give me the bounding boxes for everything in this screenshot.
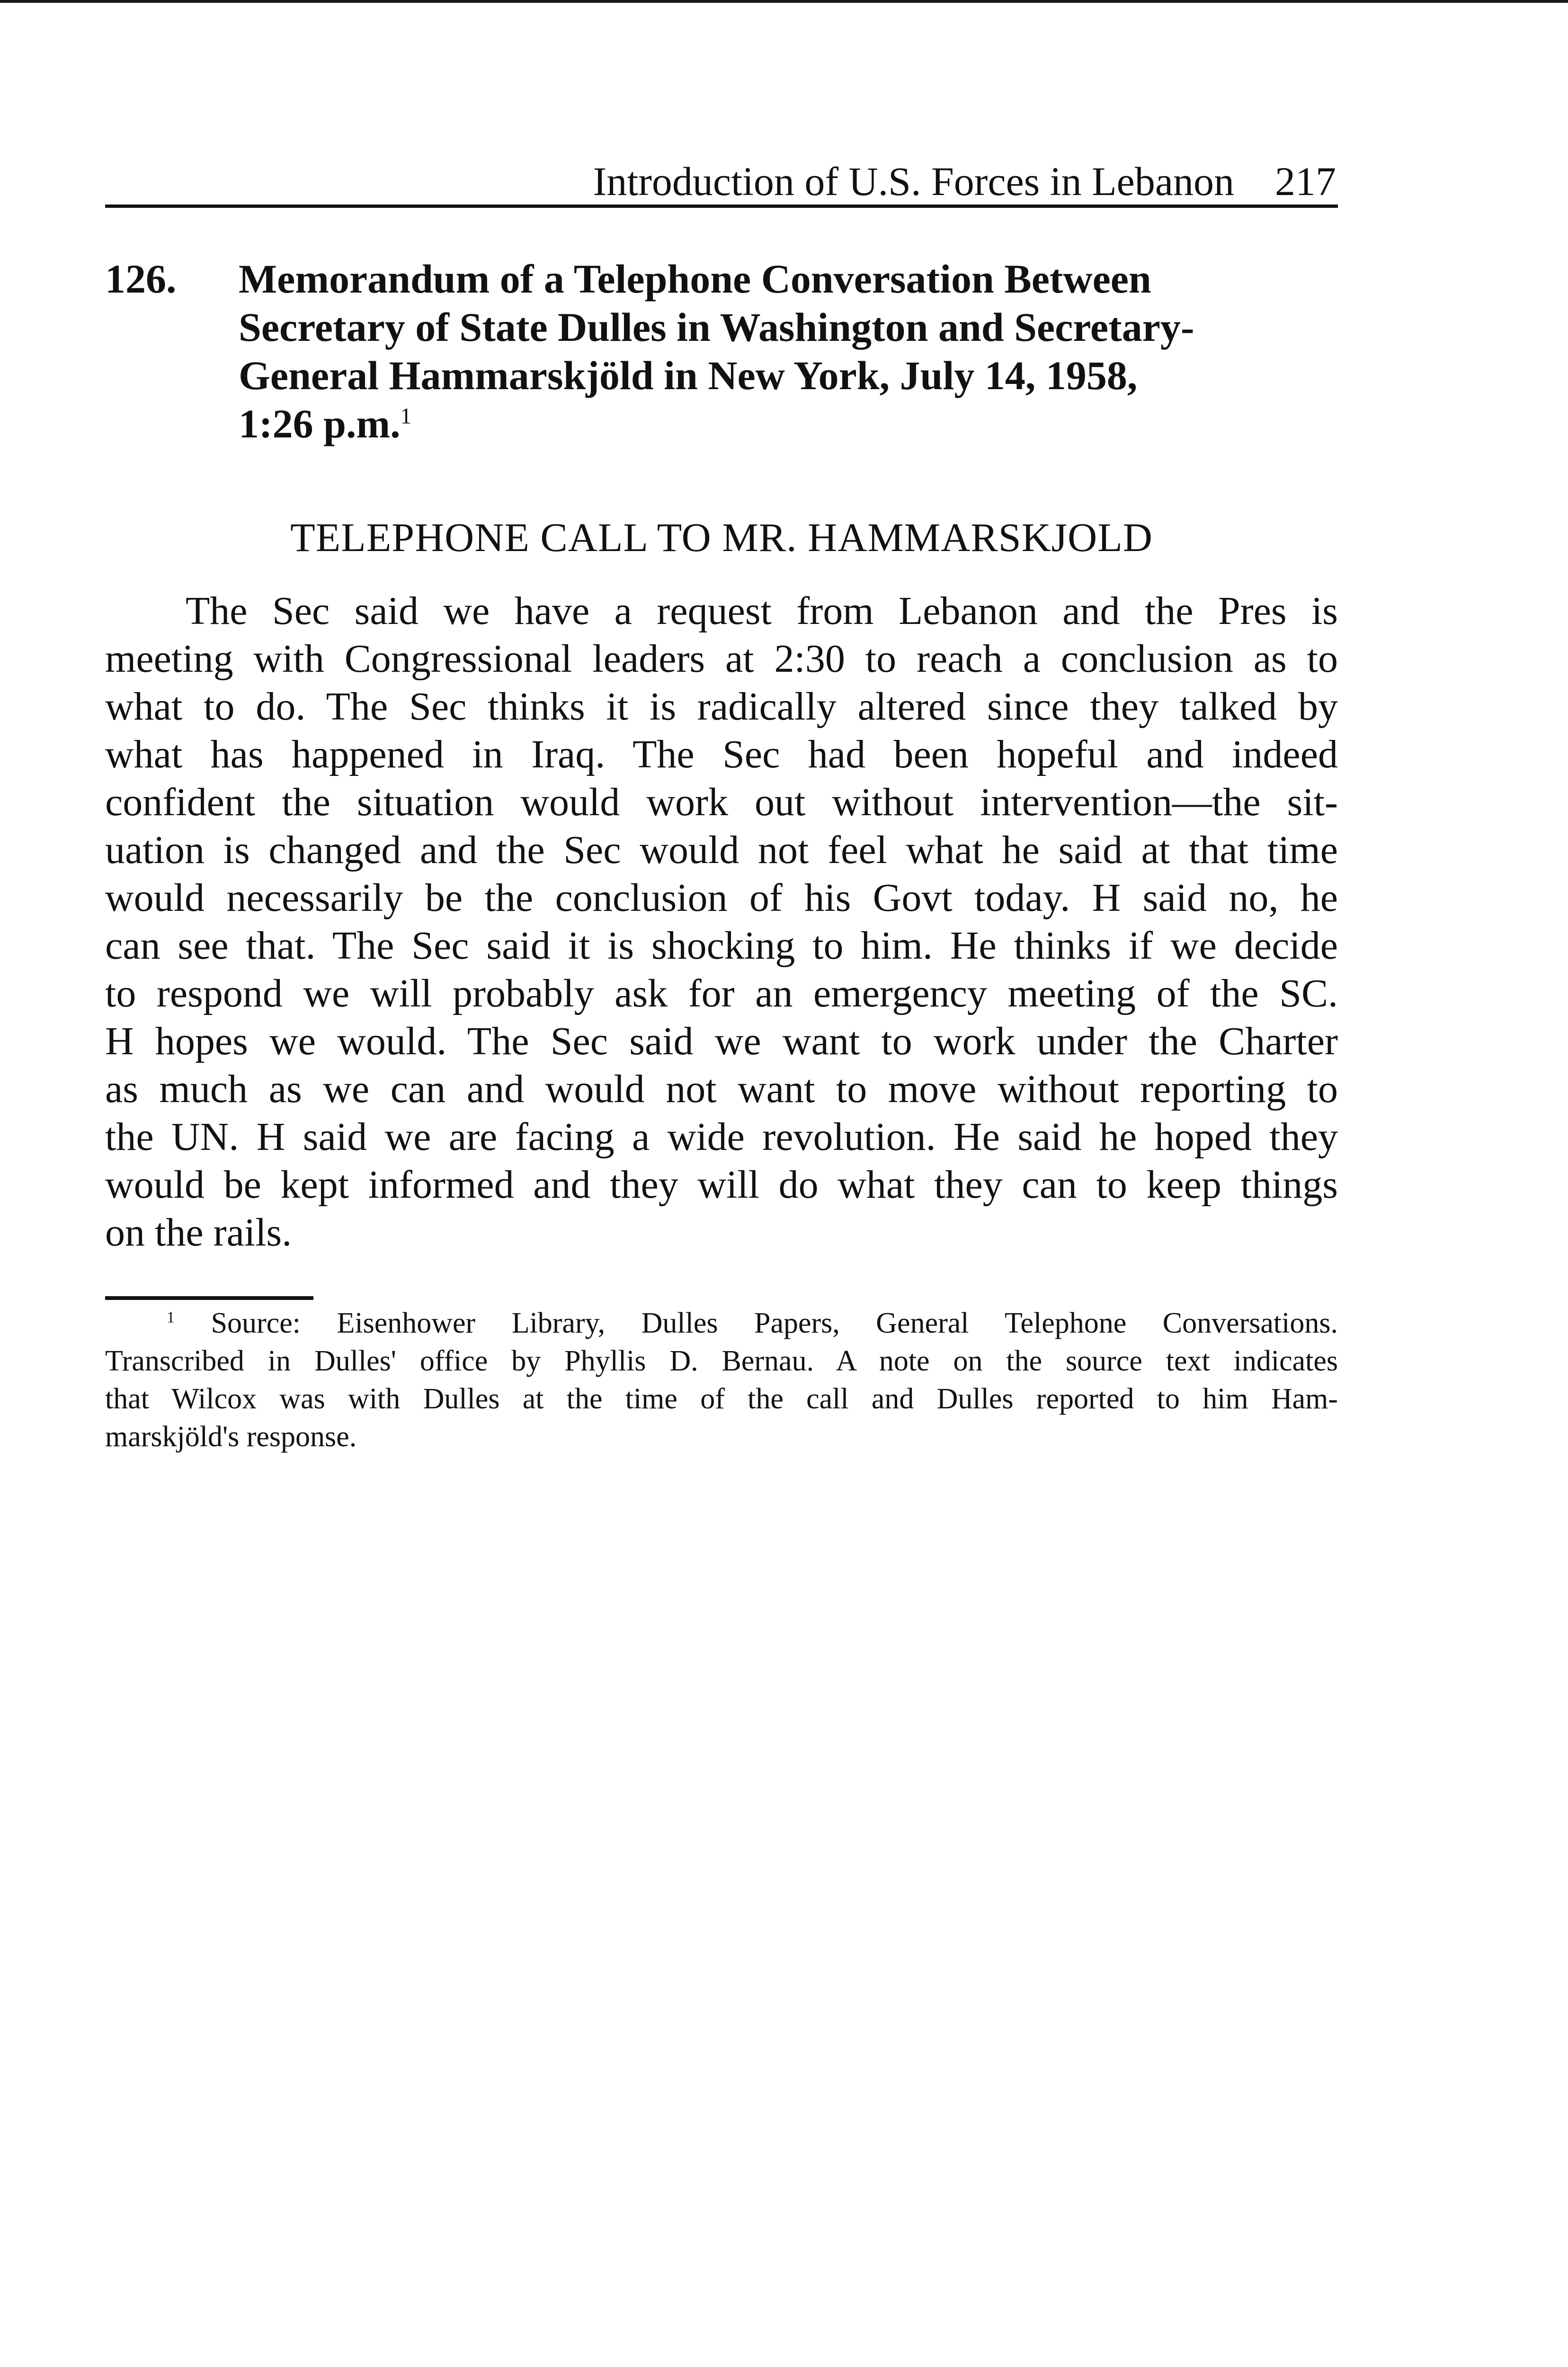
- body-line: can see that. The Sec said it is shocking to him. He thinks if we decide: [105, 924, 1338, 968]
- title-line: [239, 400, 1323, 448]
- body-line: uation is changed and the Sec would not feel what he said at that time: [105, 828, 1338, 872]
- title-line: Memorandum of a Telephone Conversation Between: [239, 256, 1151, 302]
- running-head: [105, 145, 1336, 202]
- body-paragraph: [105, 587, 1338, 1256]
- title-line: Secretary of State Dulles in Washington and Secretary-: [239, 304, 1194, 350]
- body-line: meeting with Congressional leaders at 2:30 to reach a conclusion as to: [105, 637, 1338, 681]
- section-heading: TELEPHONE CALL TO MR. HAMMARSKJOLD: [290, 515, 1153, 560]
- body-line: The Sec said we have a request from Lebanon and the Pres is: [186, 589, 1338, 633]
- footnote-rule: [105, 1296, 313, 1300]
- footnote-line: Transcribed in Dulles' office by Phyllis D. Bernau. A note on the source text indicates: [105, 1345, 1338, 1377]
- body-line: would be kept informed and they will do what they can to keep things: [105, 1163, 1338, 1207]
- title-line-text: 1:26 p.m.: [239, 401, 401, 446]
- header-rule: [105, 205, 1338, 208]
- page-number: 217: [1275, 159, 1336, 204]
- document-title: [239, 255, 1323, 448]
- body-line: what has happened in Iraq. The Sec had been hopeful and indeed: [105, 732, 1338, 776]
- body-line: on the rails.: [105, 1210, 292, 1255]
- body-line: confident the situation would work out without intervention—the sit-: [105, 780, 1338, 824]
- body-line: would necessarily be the conclusion of his Govt today. H said no, he: [105, 876, 1338, 920]
- footnote-marker: 1: [167, 1308, 175, 1326]
- footnote-line: [105, 1304, 1338, 1342]
- footnote: [105, 1304, 1338, 1456]
- footnote-line-text: Source: Eisenhower Library, Dulles Papers, General Telephone Conversations.: [211, 1307, 1338, 1339]
- scan-top-edge: [0, 0, 1568, 3]
- title-line: General Hammarskjöld in New York, July 14, 1958,: [239, 353, 1138, 398]
- body-line: what to do. The Sec thinks it is radically altered since they talked by: [105, 685, 1338, 729]
- body-line: as much as we can and would not want to move without reporting to: [105, 1067, 1338, 1111]
- body-line: H hopes we would. The Sec said we want to work under the Charter: [105, 1019, 1338, 1063]
- body-line: the UN. H said we are facing a wide revolution. He said he hoped they: [105, 1115, 1338, 1159]
- running-head-title: Introduction of U.S. Forces in Lebanon: [593, 159, 1234, 204]
- document-number: 126.: [105, 256, 177, 302]
- body-line: to respond we will probably ask for an emergency meeting of the SC.: [105, 971, 1338, 1015]
- footnote-line: marskjöld's response.: [105, 1421, 357, 1453]
- title-footnote-marker: 1: [400, 404, 412, 429]
- footnote-line: that Wilcox was with Dulles at the time of the call and Dulles reported to him Ham-: [105, 1383, 1338, 1415]
